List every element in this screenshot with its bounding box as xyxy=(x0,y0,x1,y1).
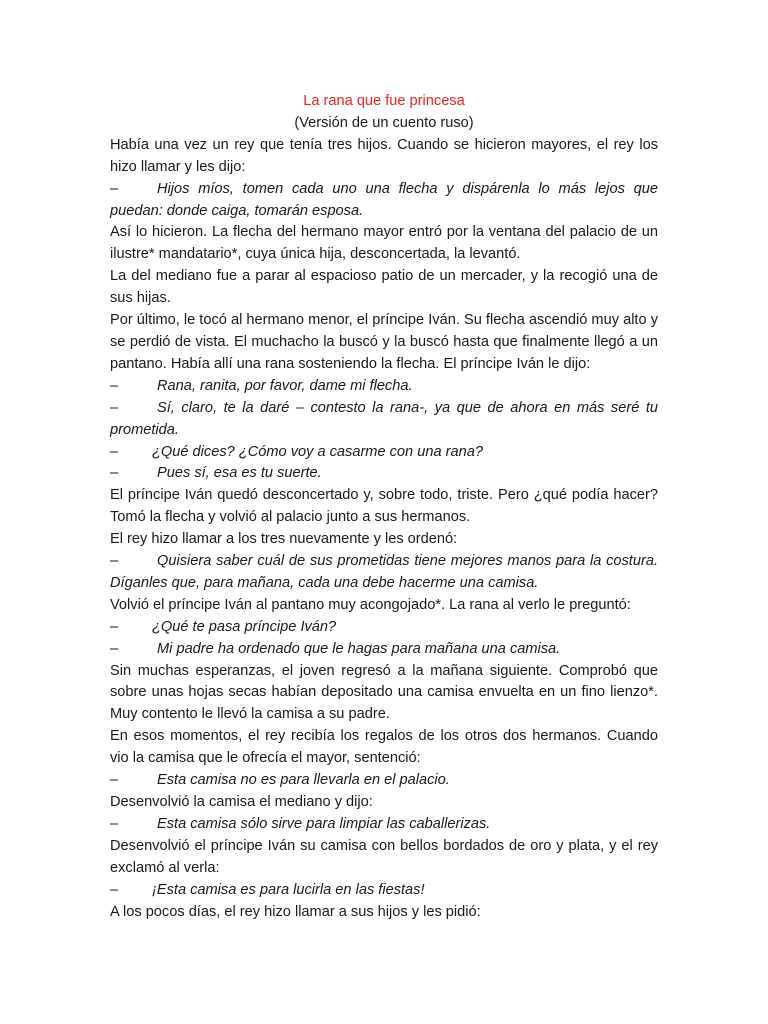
story-paragraph: El rey hizo llamar a los tres nuevamente y les ordenó: xyxy=(110,531,458,548)
dialogue-text: Sí, claro, te la daré – contesto la rana-, ya que de ahora en más seré tu prometida. xyxy=(110,399,658,438)
dialogue-line xyxy=(110,551,658,595)
story-paragraph: La del mediano fue a parar al espacioso patio de un mercader, y la recogió una de sus hijas. xyxy=(110,268,658,307)
story-paragraph: Había una vez un rey que tenía tres hijos. Cuando se hicieron mayores, el rey los hizo llamar y les dijo: xyxy=(110,136,658,175)
story-body xyxy=(110,135,658,924)
dialogue-text: ¿Qué dices? ¿Cómo voy a casarme con una rana? xyxy=(152,443,483,460)
story-paragraph: Volvió el príncipe Iván al pantano muy acongojado*. La rana al verlo le preguntó: xyxy=(110,596,631,613)
document-page xyxy=(110,91,658,923)
dialogue-line xyxy=(110,398,658,442)
dialogue-text: ¡Esta camisa es para lucirla en las fiestas! xyxy=(152,881,425,898)
dialogue-line xyxy=(110,770,658,792)
dialogue-text: Quisiera saber cuál de sus prometidas tiene mejores manos para la costura. Díganles que, para mañana, cada una debe hacerme una camisa. xyxy=(110,553,658,591)
dialogue-dash: – xyxy=(110,772,119,789)
dialogue-text: Esta camisa sólo sirve para limpiar las caballerizas. xyxy=(157,815,491,832)
story-paragraph: Sin muchas esperanzas, el joven regresó a la mañana siguiente. Comprobó que sobre unas hojas secas habían depositado una camisa envuelta en un fino lienzo*. Muy contento le llevó la camisa a su padre. xyxy=(110,662,658,723)
story-paragraph: Desenvolvió la camisa el mediano y dijo: xyxy=(110,794,373,810)
dialogue-line xyxy=(110,814,658,836)
story-paragraph: En esos momentos, el rey recibía los regalos de los otros dos hermanos. Cuando vio la camisa que le ofrecía el mayor, sentenció: xyxy=(110,728,658,767)
dialogue-text: Esta camisa no es para llevarla en el palacio. xyxy=(157,772,450,789)
dialogue-text: Mi padre ha ordenado que le hagas para mañana una camisa. xyxy=(157,640,561,657)
dialogue-dash: – xyxy=(110,815,119,832)
dialogue-text: Rana, ranita, por favor, dame mi flecha. xyxy=(157,377,413,394)
story-subtitle: (Versión de un cuento ruso) xyxy=(294,114,474,131)
story-paragraph: Por último, le tocó al hermano menor, el príncipe Iván. Su flecha ascendió muy alto y se perdió de vista. El muchacho la buscó y la buscó hasta que finalmente llegó a un pantano. Había allí una rana sosteniendo la flecha. El príncipe Iván le dijo: xyxy=(110,312,658,372)
dialogue-text: ¿Qué te pasa príncipe Iván? xyxy=(152,618,337,635)
story-paragraph: El príncipe Iván quedó desconcertado y, sobre todo, triste. Pero ¿qué podía hacer? Tomó la flecha y volvió al palacio junto a sus hermanos. xyxy=(110,487,658,526)
dialogue-text: Hijos míos, tomen cada uno una flecha y dispárenla lo más lejos que puedan: donde caiga, tomarán esposa. xyxy=(110,180,658,219)
dialogue-dash: – xyxy=(110,180,119,197)
dialogue-dash: – xyxy=(110,465,119,482)
dialogue-line xyxy=(110,442,658,464)
dialogue-line xyxy=(110,463,658,485)
dialogue-dash: – xyxy=(110,640,119,657)
dialogue-dash: – xyxy=(110,618,119,635)
dialogue-dash: – xyxy=(110,377,119,394)
story-title: La rana que fue princesa xyxy=(303,93,465,109)
dialogue-line xyxy=(110,880,658,902)
dialogue-dash: – xyxy=(110,881,119,898)
dialogue-text: Pues sí, esa es tu suerte. xyxy=(157,465,322,482)
story-paragraph: Desenvolvió el príncipe Iván su camisa con bellos bordados de oro y plata, y el rey exclamó al verla: xyxy=(110,837,658,876)
story-paragraph: A los pocos días, el rey hizo llamar a sus hijos y les pidió: xyxy=(110,903,481,920)
dialogue-dash: – xyxy=(110,443,119,460)
dialogue-dash: – xyxy=(110,553,119,570)
dialogue-line xyxy=(110,639,658,661)
dialogue-line xyxy=(110,617,658,639)
dialogue-dash: – xyxy=(110,399,119,416)
dialogue-line xyxy=(110,179,658,223)
story-paragraph: Así lo hicieron. La flecha del hermano mayor entró por la ventana del palacio de un ilustre* mandatario*, cuya única hija, desconcertada, la levantó. xyxy=(110,224,658,263)
dialogue-line xyxy=(110,376,658,398)
